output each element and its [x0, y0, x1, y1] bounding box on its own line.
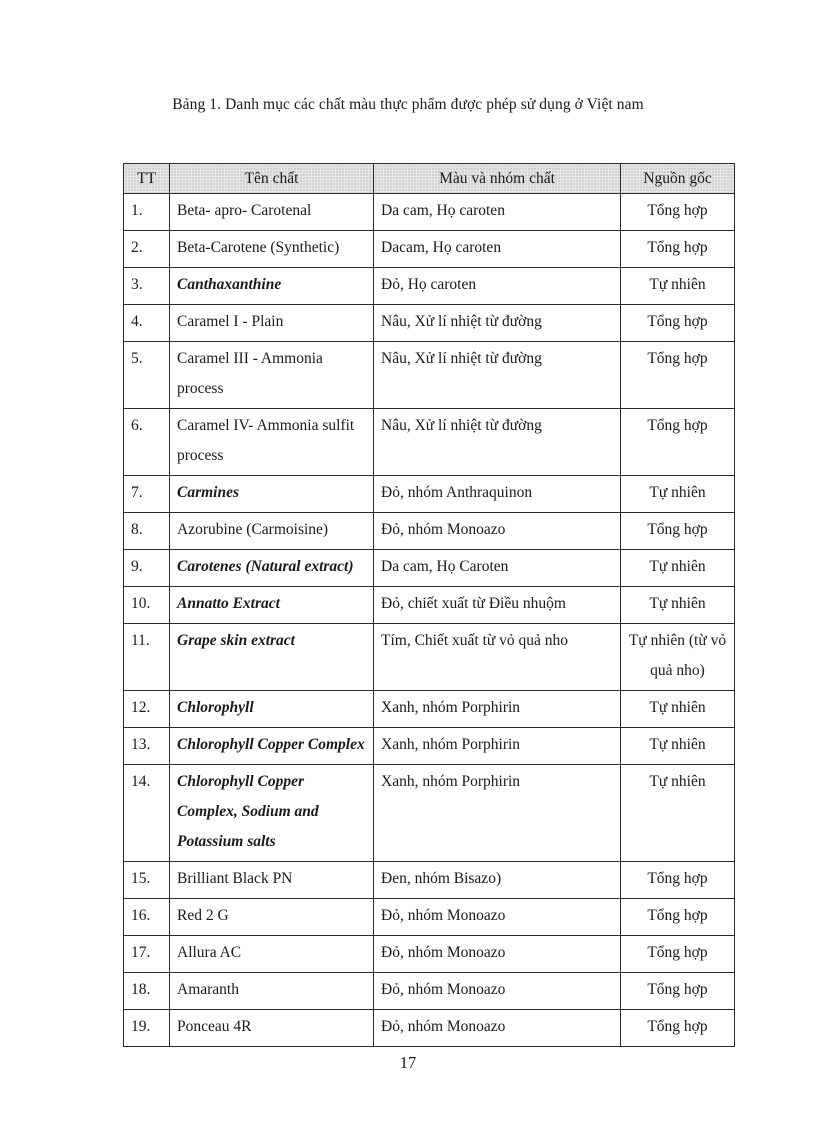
table-row	[124, 728, 735, 765]
origin: Tự nhiên	[621, 587, 735, 624]
table-row	[124, 899, 735, 936]
substance-name: Ponceau 4R	[170, 1010, 374, 1047]
substance-name: Beta-Carotene (Synthetic)	[170, 231, 374, 268]
substance-name: Amaranth	[170, 973, 374, 1010]
substance-name: Beta- apro- Carotenal	[170, 194, 374, 231]
substance-name: Canthaxanthine	[170, 268, 374, 305]
color-group: Đỏ, nhóm Monoazo	[374, 513, 621, 550]
row-number: 18.	[124, 973, 170, 1010]
table-row	[124, 624, 735, 691]
substance-name: Chlorophyll Copper Complex, Sodium and Potassium salts	[170, 765, 374, 862]
food-colorant-table	[123, 163, 735, 1047]
origin: Tự nhiên	[621, 691, 735, 728]
row-number: 10.	[124, 587, 170, 624]
origin: Tổng hợp	[621, 936, 735, 973]
origin: Tự nhiên	[621, 476, 735, 513]
row-number: 16.	[124, 899, 170, 936]
color-group: Đỏ, nhóm Anthraquinon	[374, 476, 621, 513]
header-color-group: Màu và nhóm chất	[374, 164, 621, 194]
color-group: Xanh, nhóm Porphirin	[374, 728, 621, 765]
color-group: Tím, Chiết xuất từ vỏ quả nho	[374, 624, 621, 691]
page-number: 17	[399, 1053, 417, 1072]
origin: Tự nhiên	[621, 765, 735, 862]
row-number: 11.	[124, 624, 170, 691]
color-group: Đỏ, chiết xuất từ Điều nhuộm	[374, 587, 621, 624]
row-number: 19.	[124, 1010, 170, 1047]
table-row	[124, 231, 735, 268]
substance-name: Chlorophyll Copper Complex	[170, 728, 374, 765]
color-group: Xanh, nhóm Porphirin	[374, 691, 621, 728]
header-origin: Nguồn gốc	[621, 164, 735, 194]
row-number: 7.	[124, 476, 170, 513]
color-group: Đỏ, nhóm Monoazo	[374, 899, 621, 936]
origin: Tổng hợp	[621, 899, 735, 936]
origin: Tự nhiên	[621, 268, 735, 305]
origin: Tổng hợp	[621, 973, 735, 1010]
row-number: 4.	[124, 305, 170, 342]
table-row	[124, 973, 735, 1010]
row-number: 1.	[124, 194, 170, 231]
origin: Tổng hợp	[621, 342, 735, 409]
header-tt: TT	[124, 164, 170, 194]
substance-name: Allura AC	[170, 936, 374, 973]
color-group: Xanh, nhóm Porphirin	[374, 765, 621, 862]
table-body	[124, 194, 735, 1047]
table-row	[124, 409, 735, 476]
substance-name: Caramel IV- Ammonia sulfit process	[170, 409, 374, 476]
origin: Tự nhiên (từ vỏ quả nho)	[621, 624, 735, 691]
substance-name: Chlorophyll	[170, 691, 374, 728]
table-header-row	[124, 164, 735, 194]
table-row	[124, 862, 735, 899]
substance-name: Annatto Extract	[170, 587, 374, 624]
color-group: Đỏ, nhóm Monoazo	[374, 973, 621, 1010]
color-group: Đỏ, nhóm Monoazo	[374, 1010, 621, 1047]
color-group: Dacam, Họ caroten	[374, 231, 621, 268]
color-group: Da cam, Họ caroten	[374, 194, 621, 231]
table-row	[124, 550, 735, 587]
origin: Tổng hợp	[621, 1010, 735, 1047]
origin: Tổng hợp	[621, 194, 735, 231]
color-group: Đỏ, nhóm Monoazo	[374, 936, 621, 973]
table-row	[124, 342, 735, 409]
origin: Tự nhiên	[621, 550, 735, 587]
row-number: 13.	[124, 728, 170, 765]
table-row	[124, 587, 735, 624]
row-number: 5.	[124, 342, 170, 409]
origin: Tổng hợp	[621, 409, 735, 476]
origin: Tổng hợp	[621, 305, 735, 342]
origin: Tổng hợp	[621, 862, 735, 899]
table-row	[124, 305, 735, 342]
substance-name: Caramel I - Plain	[170, 305, 374, 342]
color-group: Đen, nhóm Bisazo)	[374, 862, 621, 899]
row-number: 3.	[124, 268, 170, 305]
table-row	[124, 936, 735, 973]
table-row	[124, 1010, 735, 1047]
table-row	[124, 691, 735, 728]
substance-name: Red 2 G	[170, 899, 374, 936]
row-number: 2.	[124, 231, 170, 268]
row-number: 9.	[124, 550, 170, 587]
row-number: 14.	[124, 765, 170, 862]
substance-name: Caramel III - Ammonia process	[170, 342, 374, 409]
origin: Tổng hợp	[621, 231, 735, 268]
table-caption: Bảng 1. Danh mục các chất màu thực phẩm được phép sử dụng ở Việt nam	[172, 96, 644, 113]
substance-name: Brilliant Black PN	[170, 862, 374, 899]
color-group: Nâu, Xử lí nhiệt từ đường	[374, 305, 621, 342]
substance-name: Azorubine (Carmoisine)	[170, 513, 374, 550]
table-row	[124, 513, 735, 550]
row-number: 17.	[124, 936, 170, 973]
color-group: Nâu, Xử lí nhiệt từ đường	[374, 409, 621, 476]
row-number: 12.	[124, 691, 170, 728]
color-group: Nâu, Xử lí nhiệt từ đường	[374, 342, 621, 409]
row-number: 6.	[124, 409, 170, 476]
row-number: 15.	[124, 862, 170, 899]
substance-name: Carotenes (Natural extract)	[170, 550, 374, 587]
table-row	[124, 476, 735, 513]
table-row	[124, 268, 735, 305]
header-name: Tên chất	[170, 164, 374, 194]
origin: Tự nhiên	[621, 728, 735, 765]
color-group: Đỏ, Họ caroten	[374, 268, 621, 305]
origin: Tổng hợp	[621, 513, 735, 550]
substance-name: Grape skin extract	[170, 624, 374, 691]
table-row	[124, 765, 735, 862]
substance-name: Carmines	[170, 476, 374, 513]
row-number: 8.	[124, 513, 170, 550]
table-row	[124, 194, 735, 231]
color-group: Da cam, Họ Caroten	[374, 550, 621, 587]
